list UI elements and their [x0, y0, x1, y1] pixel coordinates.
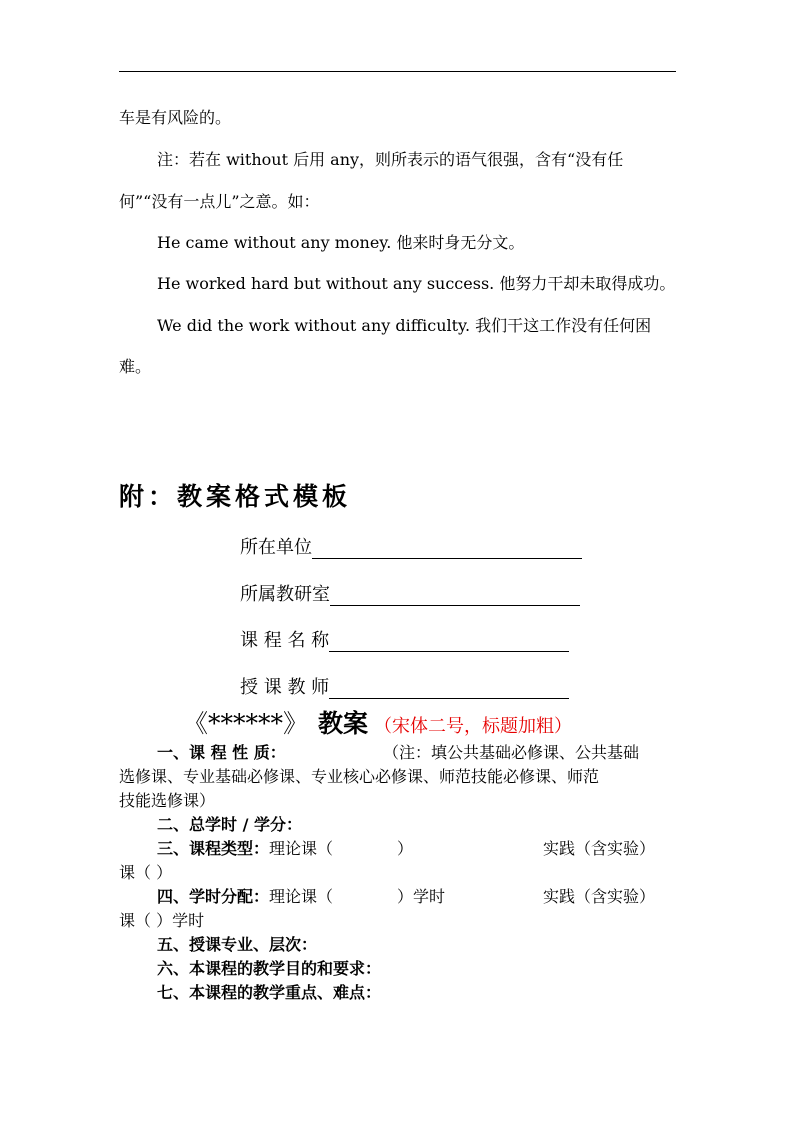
item-course-nature — [157, 743, 286, 763]
theory-label: 理论课（ — [269, 839, 334, 858]
field-label: 课 程 名 称 — [240, 630, 330, 651]
item-course-type — [157, 839, 413, 859]
title-word: 教案 — [318, 709, 369, 738]
item-course-nature-note-line2: 选修课、专业基础必修课、专业核心必修课、师范技能必修课、师范 — [119, 767, 600, 786]
practice-label: 实践（含实验） — [543, 887, 656, 906]
header-rule — [119, 71, 676, 72]
field-label: 所在单位 — [240, 537, 312, 558]
item-label: 四、学时分配： — [157, 887, 270, 906]
item-total-hours — [157, 815, 302, 835]
field-course-name — [240, 626, 569, 652]
item-course-nature-note-line3: 技能选修课） — [119, 791, 216, 810]
field-department — [240, 580, 580, 606]
blank-line — [329, 680, 569, 699]
example-sentence-3-line2: 难。 — [119, 357, 152, 376]
title-format-note: （宋体二号，标题加粗） — [374, 716, 573, 737]
theory-label: 理论课（ — [269, 887, 334, 906]
item-hour-allocation-line2: 课（ ）学时 — [119, 911, 205, 930]
field-label: 所属教研室 — [240, 584, 330, 605]
field-label: 授 课 教 师 — [240, 677, 330, 698]
paren-close: ） — [397, 839, 414, 858]
item-course-nature-note: （注：填公共基础必修课、公共基础 — [383, 743, 640, 762]
blank-line — [312, 540, 582, 559]
example-sentence-2: He worked hard but without any success. 他努力干却未取得成功。 — [157, 274, 676, 293]
example-sentence-1: He came without any money. 他来时身无分文。 — [157, 233, 525, 252]
item-label: 五、授课专业、层次： — [157, 935, 318, 954]
item-label: 一、课 程 性 质： — [157, 743, 286, 762]
item-key-points — [157, 983, 381, 1003]
note-paragraph-line2: 何”“没有一点儿”之意。如： — [119, 192, 320, 211]
item-label: 七、本课程的教学重点、难点： — [157, 983, 382, 1002]
field-unit — [240, 533, 582, 559]
blank-line — [330, 587, 580, 606]
item-label: 二、总学时 / 学分： — [157, 815, 302, 834]
item-label: 六、本课程的教学目的和要求： — [157, 959, 382, 978]
field-teacher — [240, 673, 569, 699]
title-mark: 《******》 — [183, 709, 309, 738]
item-teaching-goals — [157, 959, 381, 979]
item-major-level — [157, 935, 317, 955]
item-hour-allocation — [157, 887, 445, 907]
item-label: 三、课程类型： — [157, 839, 270, 858]
practice-label: 实践（含实验） — [543, 839, 656, 858]
continuation-text: 车是有风险的。 — [119, 108, 232, 127]
appendix-heading: 附：教案格式模板 — [119, 482, 352, 511]
note-paragraph-line1: 注：若在 without 后用 any，则所表示的语气很强，含有“没有任 — [157, 150, 624, 169]
example-sentence-3-line1: We did the work without any difficulty. 我们干这工作没有任何困 — [157, 316, 652, 335]
item-course-type-line2: 课（ ） — [119, 863, 173, 882]
blank-line — [329, 633, 569, 652]
paren-close: ）学时 — [397, 887, 446, 906]
lesson-plan-title — [183, 704, 572, 740]
